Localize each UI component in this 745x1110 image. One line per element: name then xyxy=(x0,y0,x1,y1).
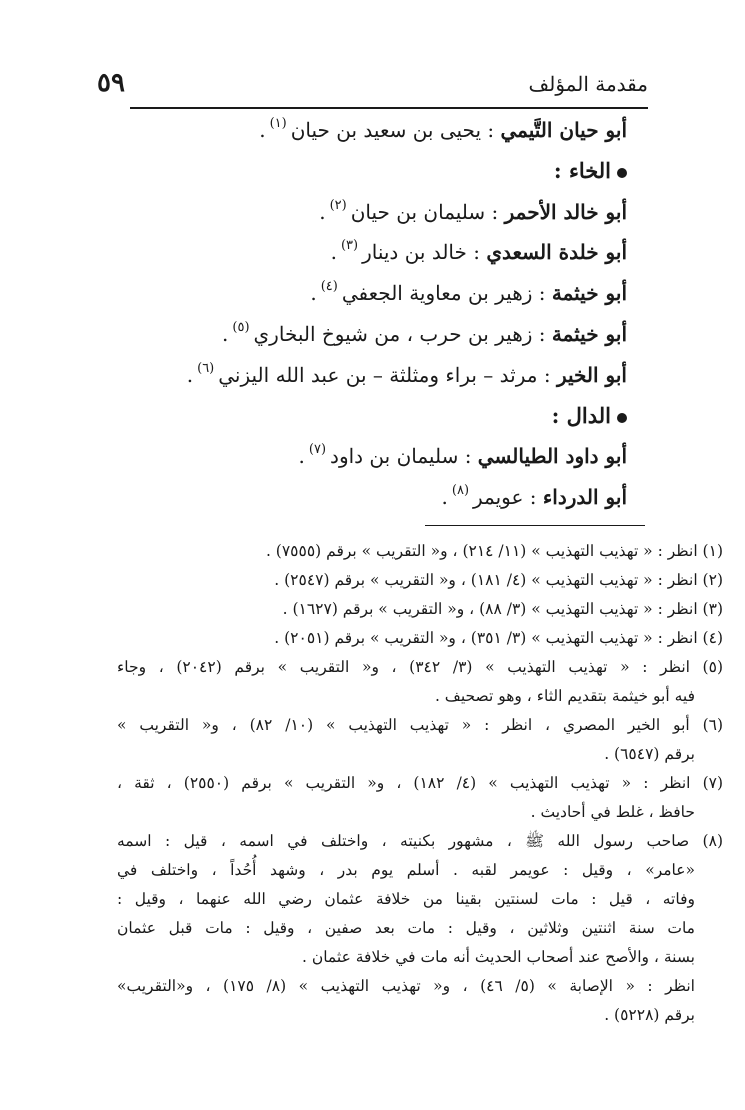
entry-text: : مرثد – براء ومثلثة – بن عبد الله اليزني xyxy=(218,362,557,387)
section-label: الدال : xyxy=(551,402,611,428)
kunya-entry xyxy=(107,436,627,477)
entry-text: : سليمان بن داود xyxy=(330,444,478,469)
footnote-line: (٨) صاحب رسول الله ﷺ ، مشهور بكنيته ، واختلف في اسمه ، قيل : اسمه xyxy=(117,832,723,850)
footnote-line: (٦) أبو الخير المصري ، انظر : « تهذيب التهذيب » (١٠/ ٨٢) ، و« التقريب » xyxy=(117,716,724,734)
kunya-entry xyxy=(107,192,627,233)
footnote-ref: (٥) xyxy=(232,319,250,335)
kunya-entry xyxy=(107,232,627,273)
page-header xyxy=(97,68,648,102)
footnote-line: انظر : « الإصابة » (٥/ ٤٦) ، و« تهذيب التهذيب » (٨/ ١٧٥) ، و«التقريب» xyxy=(117,977,695,995)
footnote-line: برقم (٥٢٢٨) . xyxy=(604,1006,695,1024)
bullet-icon xyxy=(617,413,627,423)
entry-text: : خالد بن دينار xyxy=(362,240,487,265)
footnote-line: (١) انظر : « تهذيب التهذيب » (١١/ ٢١٤) ، و« التقريب » برقم (٧٥٥٥) . xyxy=(265,542,723,560)
footnote-line: (٢) انظر : « تهذيب التهذيب » (٤/ ١٨١) ، و« التقريب » برقم (٢٥٤٧) . xyxy=(274,571,723,589)
footnote-ref: (١) xyxy=(269,116,287,131)
footnote-line: (٣) انظر : « تهذيب التهذيب » (٣/ ٨٨) ، و« التقريب » برقم (١٦٢٧) . xyxy=(282,600,723,618)
entry-text: : سليمان بن حيان xyxy=(350,199,505,224)
footnotes xyxy=(117,537,723,1030)
section-label: الخاء : xyxy=(553,157,611,183)
entry-text: : زهير بن معاوية الجعفي xyxy=(341,281,552,306)
footnote-separator xyxy=(425,525,645,526)
entry-end: . xyxy=(298,444,305,469)
kunya-name: أبو داود الطيالسي xyxy=(477,444,627,469)
entry-text: : يحيى بن سعيد بن حيان xyxy=(290,118,501,142)
footnote-ref: (٦) xyxy=(197,360,215,376)
entry-end: . xyxy=(310,281,317,306)
entry-end: . xyxy=(222,321,229,346)
footnote-line: مات سنة اثنتين وثلاثين ، وقيل : مات بعد صفين ، وقيل : مات قبل عثمان xyxy=(117,919,695,937)
footnote-line: حافظ ، غلط في أحاديث . xyxy=(530,803,695,821)
footnote-line: بسنة ، والأصح عند أصحاب الحديث أنه مات في خلافة عثمان . xyxy=(301,948,695,966)
footnote-ref: (٢) xyxy=(329,197,347,213)
running-title: مقدمة المؤلف xyxy=(528,72,648,96)
section-heading xyxy=(107,151,627,192)
entry-end: . xyxy=(319,199,326,224)
footnote-line: برقم (٦٥٤٧) . xyxy=(604,745,695,763)
footnote-line: (٥) انظر : « تهذيب التهذيب » (٣/ ٣٤٢) ، و« التقريب » برقم (٢٠٤٢) ، وجاء xyxy=(117,658,723,676)
footnote-ref: (٤) xyxy=(320,279,338,295)
kunya-name: أبو خلدة السعدي xyxy=(486,240,627,265)
entry-end: . xyxy=(186,362,194,387)
footnote-line: (٧) انظر : « تهذيب التهذيب » (٤/ ١٨٢) ، و« التقريب » برقم (٢٥٥٠) ، ثقة ، xyxy=(117,774,724,792)
footnote-ref: (٨) xyxy=(451,483,470,499)
footnote-line: (٤) انظر : « تهذيب التهذيب » (٣/ ٣٥١) ، و« التقريب » برقم (٢٠٥١) . xyxy=(274,629,723,647)
section-heading xyxy=(107,396,627,437)
kunya-name: أبو الدرداء xyxy=(542,485,627,510)
entry-text: : عويمر xyxy=(473,485,543,510)
entry-end: . xyxy=(330,240,337,265)
kunya-name: أبو حيان التَّيمي xyxy=(500,118,627,142)
kunya-name: أبو خيثمة xyxy=(551,321,627,346)
main-text xyxy=(107,110,627,518)
bullet-icon xyxy=(617,168,627,178)
footnote-line: «عامر» ، وقيل : عويمر لقبه . أسلم يوم بدر ، وشهد أُحُداً ، واختلف في xyxy=(117,861,695,879)
kunya-entry xyxy=(107,314,627,355)
page-number: ٥٩ xyxy=(97,68,125,98)
kunya-entry xyxy=(107,355,627,396)
kunya-entry xyxy=(107,273,627,314)
header-rule xyxy=(130,107,648,109)
footnote-ref: (٣) xyxy=(340,238,359,254)
kunya-entry xyxy=(107,477,627,518)
footnote-line: فيه أبو خيثمة بتقديم الثاء ، وهو تصحيف . xyxy=(434,687,695,705)
footnote-ref: (٧) xyxy=(308,442,327,458)
footnote-line: وفاته ، قيل : مات لسنتين بقينا من خلافة عثمان رضي الله عنهما ، وقيل : xyxy=(117,890,695,908)
kunya-name: أبو خالد الأحمر xyxy=(504,199,627,224)
kunya-name: أبو الخير xyxy=(556,362,627,387)
kunya-name: أبو خيثمة xyxy=(551,281,627,306)
entry-end: . xyxy=(441,485,448,510)
entry-text: : زهير بن حرب ، من شيوخ البخاري xyxy=(253,321,552,346)
kunya-entry xyxy=(107,110,627,151)
entry-end: . xyxy=(259,118,266,142)
